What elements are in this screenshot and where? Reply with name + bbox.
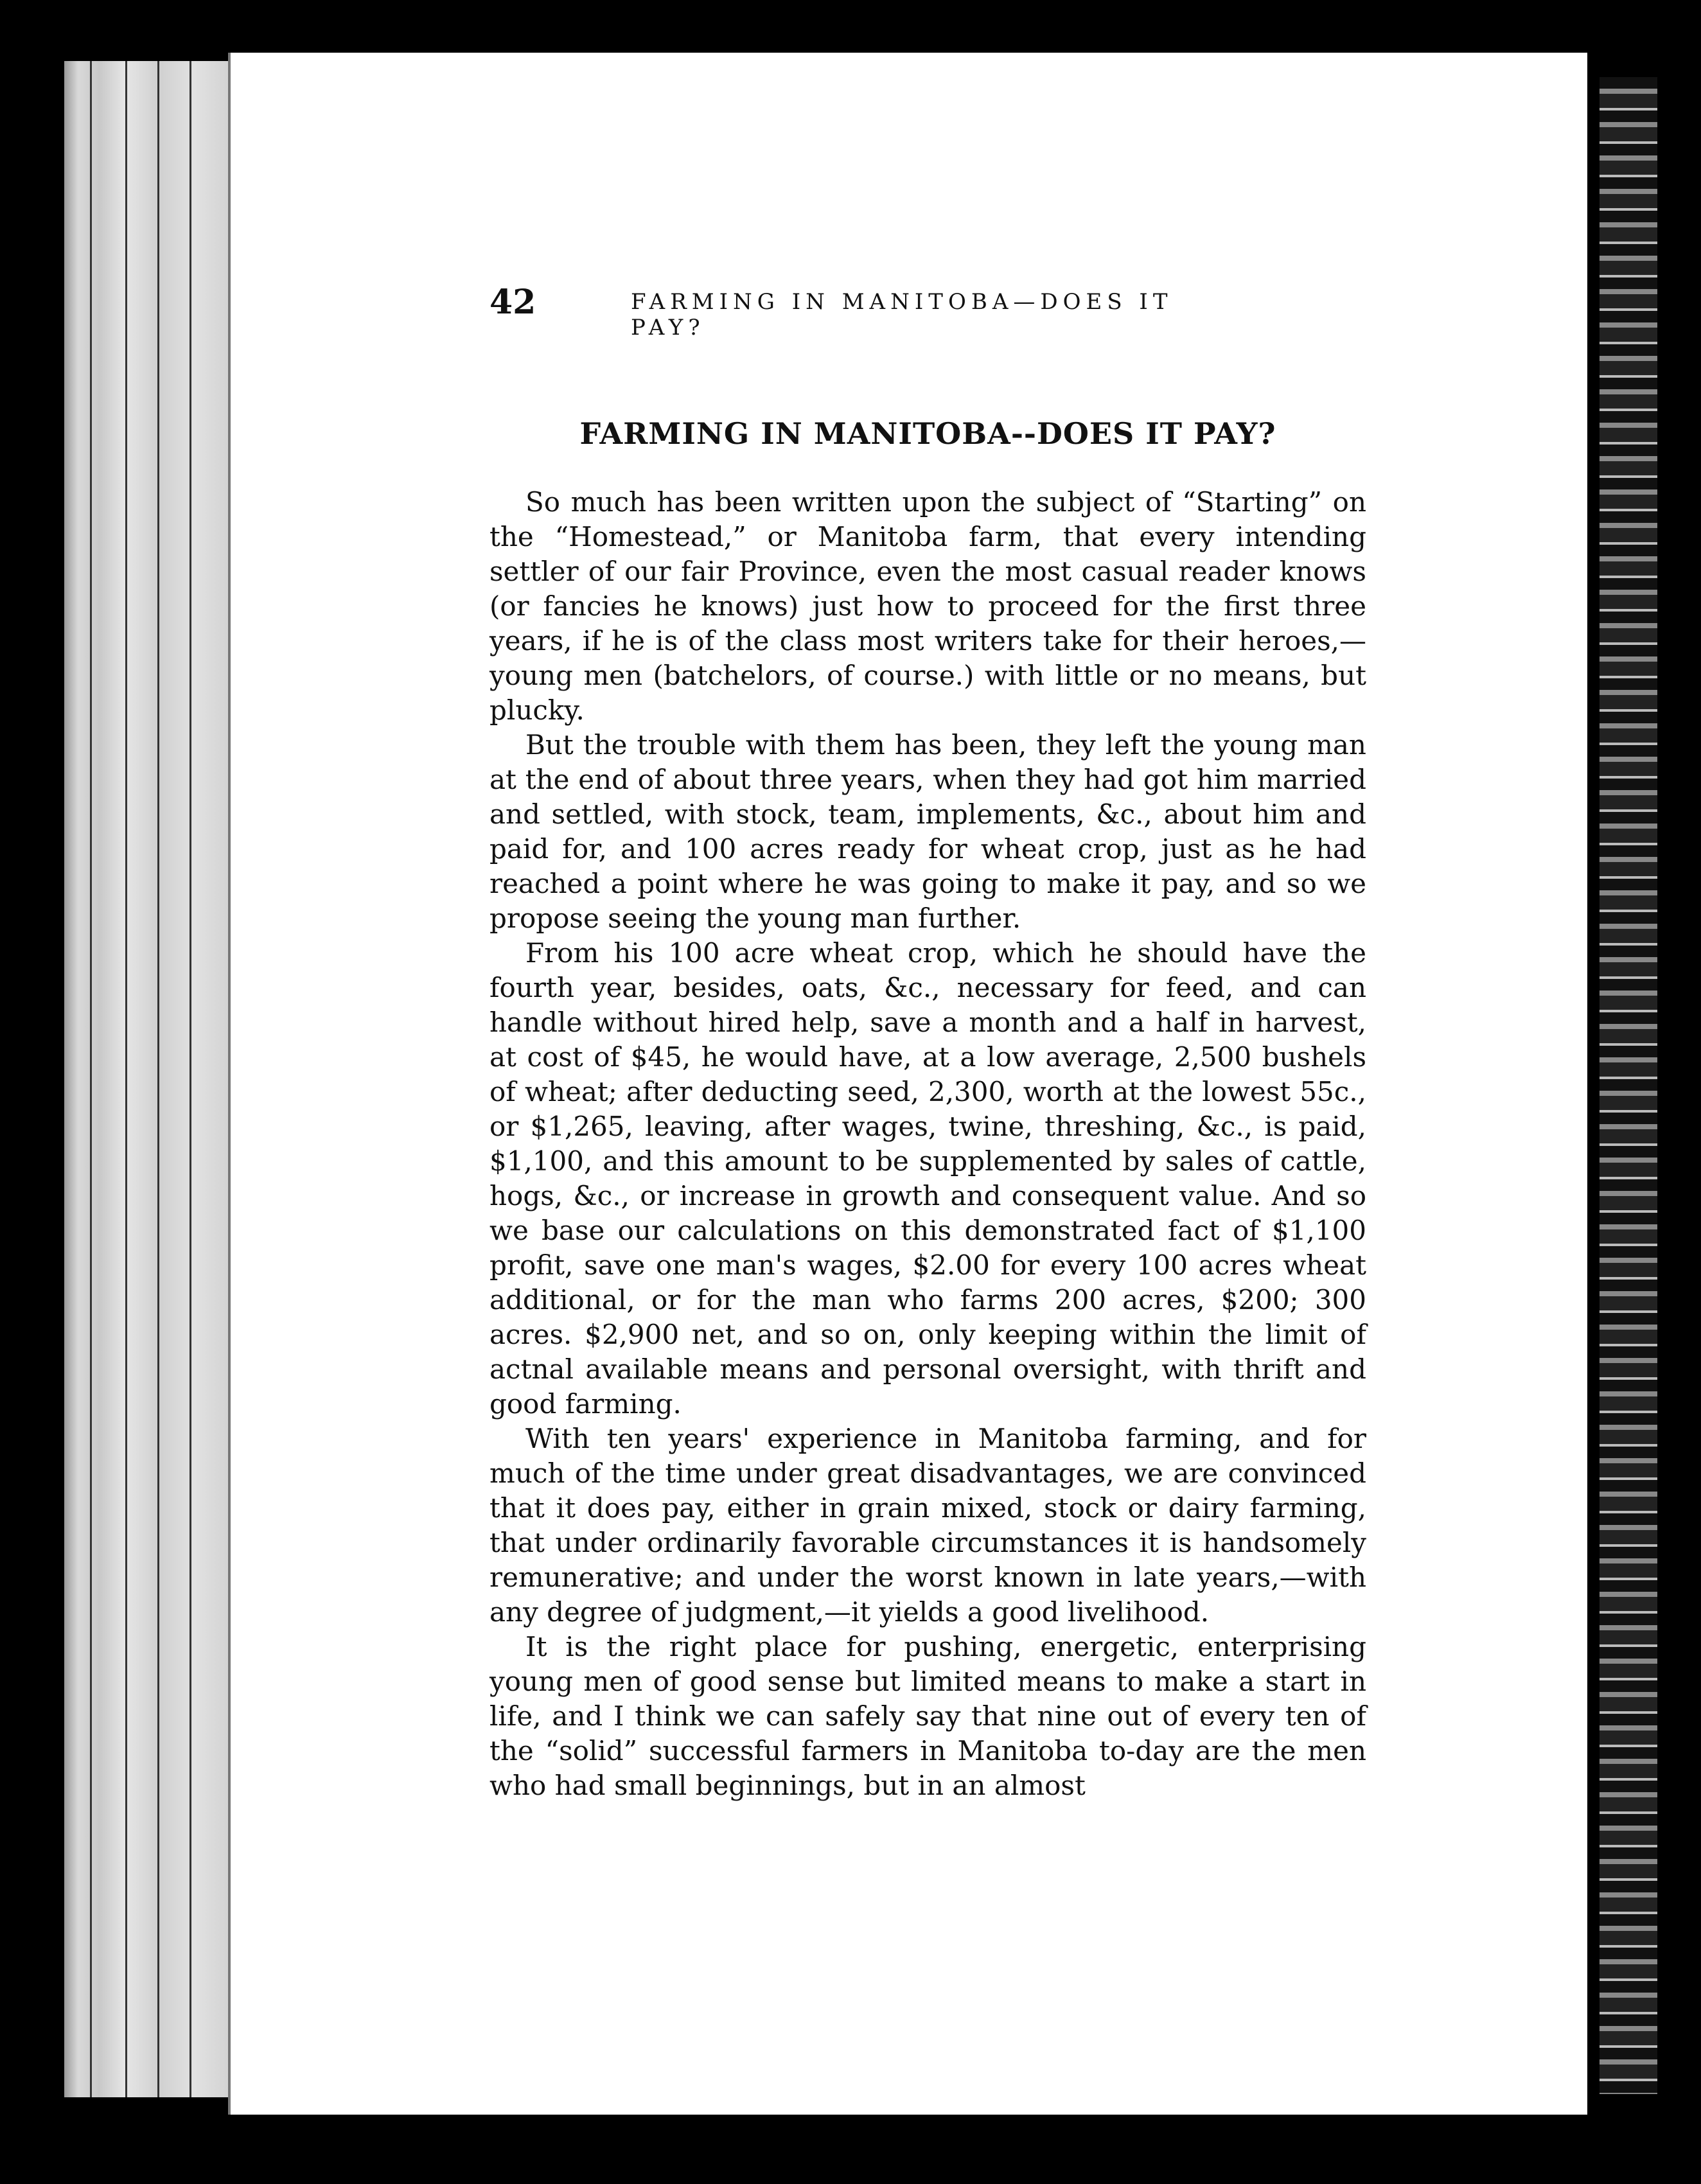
paragraph: So much has been written upon the subject of “Starting” on the “Homestead,” or Manitoba farm, that every intending settler of our fair Province, even the most casual reader knows (or fancies he knows) just how to proceed for the first three years, if he is of the class most writers take for their heroes,—young men (batchelors, of course.) with little or no means, but plucky.: [489, 486, 1366, 726]
binding-edge: [1600, 77, 1657, 2094]
page-edge-line: [125, 61, 127, 2097]
article-body: [489, 485, 1366, 1803]
article-title: FARMING IN MANITOBA--DOES IT PAY?: [579, 416, 1276, 451]
paragraph: It is the right place for pushing, energetic, enterprising young men of good sense but limited means to make a start in life, and I think we can safely say that nine out of every ten of the “solid” successful farmers in Manitoba to-day are the men who had small beginnings, but in an almost: [489, 1631, 1366, 1801]
page-edge-line: [90, 61, 92, 2097]
paragraph: From his 100 acre wheat crop, which he should have the fourth year, besides, oats, &c., necessary for feed, and can handle without hired help, save a month and a half in harvest, at cost of $45, he would have, at a low average, 2,500 bushels of wheat; after deducting seed, 2,300, worth at the lowest 55c., or $1,265, leaving, after wages, twine, threshing, &c., is paid, $1,100, and this amount to be supplemented by sales of cattle, hogs, &c., or increase in growth and consequent value. And so we base our calculations on this demonstrated fact of $1,100 profit, save one man's wages, $2.00 for every 100 acres wheat additional, or for the man who farms 200 acres, $200; 300 acres. $2,900 net, and so on, only keeping within the limit of actnal available means and personal oversight, with thrift and good farming.: [489, 937, 1366, 1420]
page-header: [489, 283, 1222, 340]
page-number: 42: [489, 283, 536, 322]
page-edge-line: [189, 61, 191, 2097]
stacked-page-edges: [64, 61, 238, 2097]
page-edge-line: [157, 61, 159, 2097]
paragraph: But the trouble with them has been, they left the young man at the end of about three years, when they had got him married and settled, with stock, team, implements, &c., about him and paid for, and 100 acres ready for wheat crop, just as he had reached a point where he was going to make it pay, and so we propose seeing the young man further.: [489, 729, 1366, 934]
running-head: FARMING IN MANITOBA—DOES IT PAY?: [631, 289, 1173, 340]
paragraph: With ten years' experience in Manitoba farming, and for much of the time under great disadvantages, we are convinced that it does pay, either in grain mixed, stock or dairy farming, that under ordinarily favorable circumstances it is handsomely remunerative; and under the worst known in late years,—with any degree of judgment,—it yields a good livelihood.: [489, 1423, 1366, 1628]
